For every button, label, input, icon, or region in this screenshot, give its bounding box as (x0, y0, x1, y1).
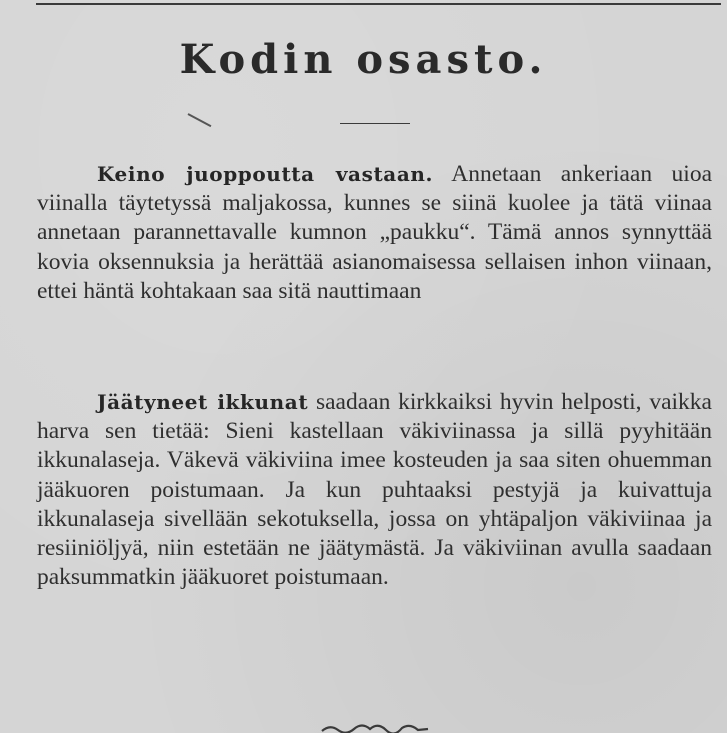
article-body: Annetaan ankeriaan uioa viinalla täytetyssä maljakossa, kunnes se siinä kuolee ja tätä viinaa annetaan parannettavalle kumnon „paukku“. Tämä annos synnyttää kovia oksennuksia ja herättää asianomaisessa sellaisen inhon viinaan, ettei häntä kohtakaan saa sitä nauttimaan (37, 161, 712, 304)
top-rule (36, 3, 721, 5)
article-lead: Keino juoppoutta vastaan. (97, 162, 434, 186)
article-ikkunat (37, 388, 712, 592)
ink-mark (188, 113, 212, 127)
article-lead: Jäätyneet ikkunat (97, 390, 309, 414)
article-body: saadaan kirkkaiksi hyvin helposti, vaikka harva sen tietää: Sieni kastellaan väkiviinassa ja sillä pyyhitään ikkunalaseja. Väkevä väkiviina imee kosteuden ja saa siten ohuemman jääkuoren poistumaan. Ja kun puhtaaksi pestyjä ja kuivattuja ikkunalaseja sivellään sekotuksella, jossa on yhtäpaljon väkiviinaa ja resiiniöljyä, niin estetään ne jäätymästä. Ja väkiviinan avulla saadaan paksummatkin jääkuoret poistumaan. (37, 389, 712, 591)
article-juoppous (37, 160, 712, 306)
heading-divider (340, 123, 410, 124)
ornament-divider (320, 718, 430, 733)
section-heading: Kodin osasto. (179, 36, 548, 83)
